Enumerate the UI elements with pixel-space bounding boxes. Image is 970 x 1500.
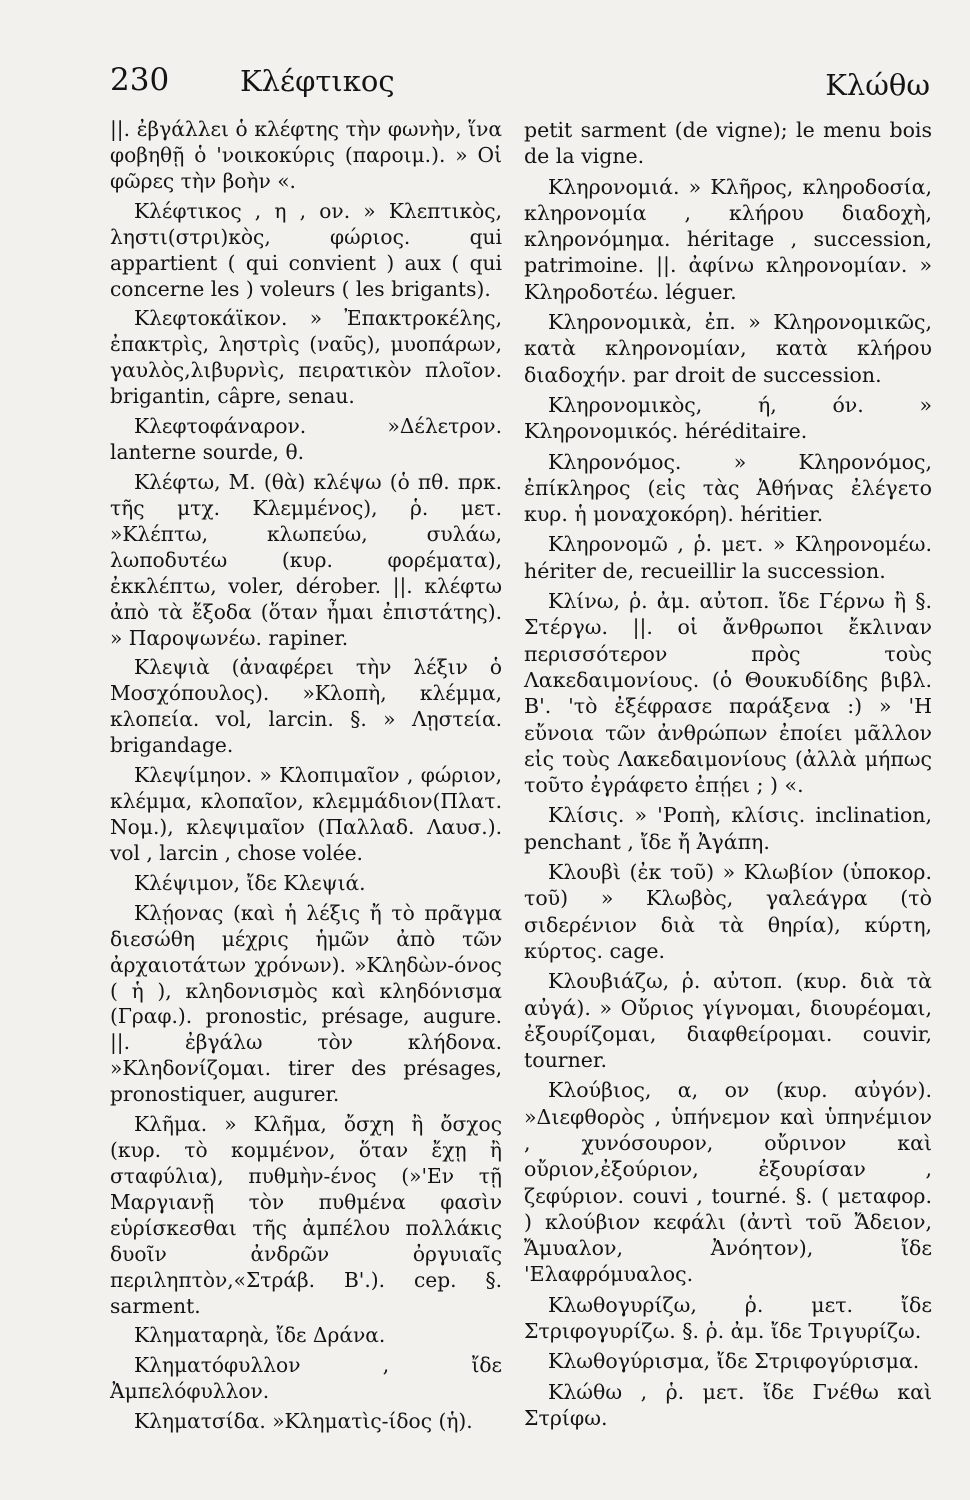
- right-column: [524, 117, 932, 1435]
- left-column: [110, 117, 502, 1439]
- entry: Κλίνω, ῥ. ἀμ. αὐτοπ. ἴδε Γέρνω ἢ §. Στέργω. ||. οἱ ἄνθρωποι ἔκλιναν περισσότερον πρὸς τοὺς Λακεδαιμονίους. (ὁ Θουκυδίδης βιβλ. Β'. 'τὸ ἐξέφρασε παράξενα :) » 'Η εὔνοια τῶν ἀνθρώπων ἐποίει μᾶλλον εἰς τοὺς Λακεδαιμονίους (ἀλλὰ μήπως τοῦτο ἐγράφετο ἐπῄει ; ) «.: [524, 589, 932, 798]
- entry: Κληματσίδα. »Κληματὶς-ίδος (ἡ).: [134, 1409, 473, 1434]
- entry: Κλεψίμηον. » Κλοπιμαῖον , φώριον, κλέμμα, κλοπαῖον, κλεμμάδιον(Πλατ. Νομ.), κλεψιμαῖον (Παλλαδ. Λαυσ.). vol , larcin , chose volée.: [110, 763, 502, 865]
- entry: Κληματόφυλλον , ἴδε Ἀμπελόφυλλον.: [110, 1353, 502, 1404]
- entry: Κλωθογυρίζω, ῥ. μετ. ἴδε Στριφογυρίζω. §. ῥ. ἀμ. ἴδε Τριγυρίζω.: [524, 1292, 932, 1344]
- entry: Κλουβιάζω, ῥ. αὐτοπ. (κυρ. διὰ τὰ αὐγά). » Οὔριος γίγνομαι, διουρέομαι, ἐξουρίζομαι, διαφθείρομαι. couvir, tourner.: [524, 969, 932, 1073]
- entry: Κληματαρηὰ, ἴδε Δράνα.: [134, 1323, 386, 1348]
- entry: Κλεφτοφάναρον. »Δέλετρον. lanterne sourde, θ.: [110, 414, 502, 465]
- running-headword-right: Κλώθω: [825, 68, 930, 102]
- entry: ||. ἐβγάλλει ὁ κλέφτης τὴν φωνὴν, ἵνα φοβηθῇ ὁ 'νοικοκύρις (παροιμ.). » Οἱ φῶρες τὴν βοὴν «.: [110, 117, 502, 193]
- entry: Κλῆμα. » Κλῆμα, ὄσχη ἢ ὄσχος (κυρ. τὸ κομμένον, ὅταν ἔχῃ ἢ σταφύλια), πυθμὴν-ένος (»'Εν τῇ Μαργιανῇ τὸν πυθμένα φασὶν εὑρίσκεσθαι τῆς ἀμπέλου πολλάκις δυοῖν ἀνδρῶν ὀργυιαῖς περιληπτὸν,«Στράβ. Β'.). cep. §. sarment.: [110, 1112, 502, 1318]
- entry: Κλώθω , ῥ. μετ. ἴδε Γνέθω καὶ Στρίφω.: [524, 1379, 932, 1430]
- entry: Κληρονομῶ , ῥ. μετ. » Κληρονομέω. hériter de, recueillir la succession.: [524, 532, 932, 583]
- entry: Κλέψιμον, ἴδε Κλεψιά.: [134, 870, 366, 895]
- page-number: 230: [110, 62, 170, 98]
- entry: Κλεψιὰ (ἀναφέρει τὴν λέξιν ὁ Μοσχόπουλος). »Κλοπὴ, κλέμμα, κλοπεία. vol, larcin. §. » Λῃστεία. brigandage.: [110, 655, 502, 758]
- entry: Κληρονομιά. » Κλῆρος, κληροδοσία, κληρονομία , κλήρου διαδοχὴ, κληρονόμημα. héritage , succession, patrimoine. ||. ἀφίνω κληρονομίαν. » Κληροδοτέω. léguer.: [524, 174, 932, 304]
- entry: Κληρονομικὸς, ή, όν. » Κληρονομικός. héréditaire.: [524, 392, 932, 444]
- entry: Κλέφτω, Μ. (θὰ) κλέψω (ὁ πθ. πρκ. τῆς μτχ. Κλεμμένος), ῥ. μετ. »Κλέπτω, κλωπεύω, συλάω, λωποδυτέω (κυρ. φορέματα), ἐκκλέπτω, voler, dérober. ||. κλέφτω ἀπὸ τὰ ἔξοδα (ὅταν ἦμαι ἐπιστάτης). » Παροψωνέω. rapiner.: [110, 469, 502, 650]
- entry: Κλεφτοκάϊκον. » Ἐπακτροκέλης, ἐπακτρὶς, ληστρὶς (ναῦς), μυοπάρων, γαυλὸς,λιβυρνὶς, πειρατικὸν πλοῖον. brigantin, câpre, senau.: [110, 306, 502, 409]
- entry: Κληρονομικὰ, ἐπ. » Κληρονομικῶς, κατὰ κληρονομίαν, κατὰ κλήρου διαδοχήν. par droit de succession.: [524, 310, 932, 387]
- entry: Κλούβιος, α, ον (κυρ. αὐγόν). »Διεφθορὸς , ὑπήνεμον καὶ ὑπηνέμιον , χυνόσουρον, οὔρινον καὶ οὔριον,ἐξούριον, ἐξουρίσαν , ζεφύριον. couvi , tourné. §. ( μεταφορ. ) κλούβιον κεφάλι (ἀντὶ τοῦ Ἄδειον, Ἄμυαλον, Ἀνόητον), ἴδε 'Ελαφρόμυαλος.: [524, 1078, 932, 1287]
- entry: Κλουβὶ (ἐκ τοῦ) » Κλωβίον (ὑποκορ. τοῦ) » Κλωβὸς, γαλεάγρα (τὸ σιδερένιον διὰ τὰ θηρία), κύρτη, κύρτος. cage.: [524, 860, 932, 963]
- entry: Κλέφτικος , η , ον. » Κλεπτικὸς, ληστι(στρι)κὸς, φώριος. qui appartient ( qui convient ) aux ( qui concerne les ) voleurs ( les brigants).: [110, 198, 502, 301]
- page-header: [110, 62, 930, 112]
- running-headword-left: Κλέφτικος: [240, 64, 395, 98]
- entry: petit sarment (de vigne); le menu bois de la vigne.: [524, 118, 932, 169]
- entry: Κλωθογύρισμα, ἴδε Στριφογύρισμα.: [548, 1349, 920, 1374]
- entry: Κλίσις. » 'Ροπὴ, κλίσις. inclination, penchant , ἴδε ἤ Ἀγάπη.: [524, 803, 932, 854]
- entry: Κληρονόμος. » Κληρονόμος, ἐπίκληρος (εἰς τὰς Ἀθήνας ἐλέγετο κυρ. ἡ μοναχοκόρη). héritier.: [524, 449, 932, 527]
- entry: Κλῄονας (καὶ ἡ λέξις ἤ τὸ πρᾶγμα διεσώθη μέχρις ἡμῶν ἀπὸ τῶν ἀρχαιοτάτων χρόνων). »Κληδὼν-όνος ( ἡ ), κληδονισμὸς καὶ κληδόνισμα (Γραφ.). pronostic, présage, augure. ||. ἐβγάλω τὸν κλήδονα. »Κληδονίζομαι. tirer des présages, pronostiquer, augurer.: [110, 900, 502, 1107]
